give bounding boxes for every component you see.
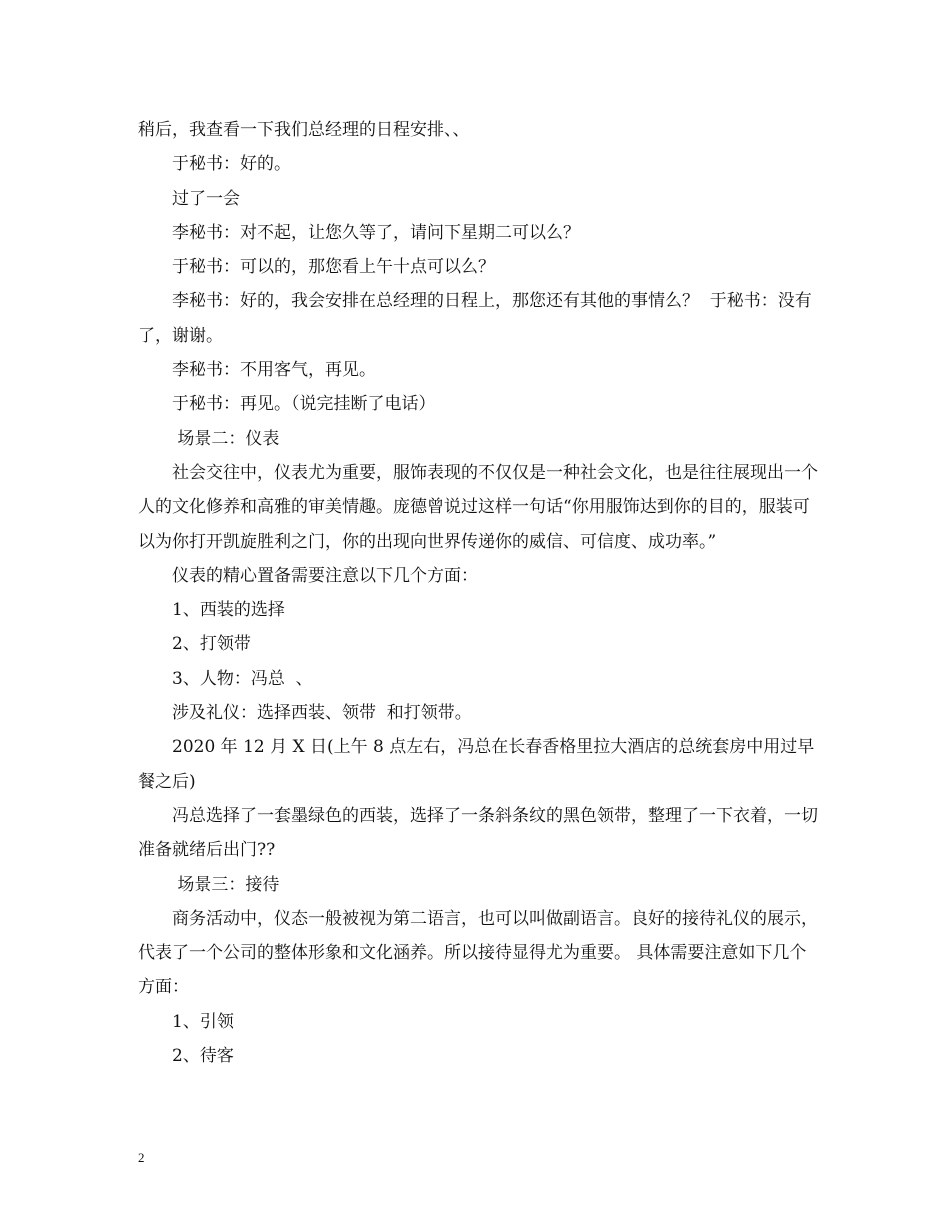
paragraph: 过了一会: [172, 188, 240, 209]
paragraph: 冯总选择了一套墨绿色的西装，选择了一条斜条纹的黑色领带，整理了一下衣着，一切准备就绪后出门??: [138, 805, 818, 861]
paragraph: 3、人物：冯总 、: [172, 668, 313, 689]
paragraph: 1、西装的选择: [172, 600, 285, 621]
paragraph: 稍后，我查看一下我们总经理的日程安排、、: [138, 120, 470, 140]
page-number: 2: [138, 1150, 145, 1165]
paragraph: 1、引领: [172, 1011, 234, 1032]
paragraph: 2020 年 12 月 X 日(上午 8 点左右，冯总在长春香格里拉大酒店的总统套房中用过早餐之后): [138, 737, 815, 792]
paragraph: 李秘书：对不起，让您久等了，请问下星期二可以么？: [172, 222, 580, 243]
paragraph: 社会交往中，仪表尤为重要，服饰表现的不仅仅是一种社会文化，也是往往展现出一个人的文化修养和高雅的审美情趣。庞德曾说过这样一句话“你用服饰达到你的目的，服装可以为你打开凯旋胜利之门，你的出现向世界传递你的威信、可信度、成功率。”: [138, 462, 818, 552]
paragraph: 2、打领带: [172, 634, 251, 655]
paragraph: 于秘书：好的。: [172, 154, 291, 175]
document-body: [138, 113, 818, 1073]
paragraph: 于秘书：可以的，那您看上午十点可以么？: [172, 257, 495, 278]
paragraph: 场景二：仪表: [172, 428, 280, 449]
paragraph: 于秘书：再见。（说完挂断了电话）: [172, 394, 436, 415]
paragraph: 场景三：接待: [172, 874, 280, 895]
paragraph: 2、待客: [172, 1046, 234, 1067]
paragraph: 仪表的精心置备需要注意以下几个方面：: [172, 565, 478, 586]
paragraph: 商务活动中，仪态一般被视为第二语言，也可以叫做副语言。良好的接待礼仪的展示，代表了一个公司的整体形象和文化涵养。所以接待显得尤为重要。 具体需要注意如下几个方面：: [138, 908, 818, 998]
paragraph: 李秘书：好的，我会安排在总经理的日程上，那您还有其他的事情么？ 于秘书：没有了，谢谢。: [138, 291, 812, 346]
paragraph: 涉及礼仪：选择西装、领带 和打领带。: [172, 703, 472, 724]
paragraph: 李秘书：不用客气，再见。: [172, 360, 376, 381]
